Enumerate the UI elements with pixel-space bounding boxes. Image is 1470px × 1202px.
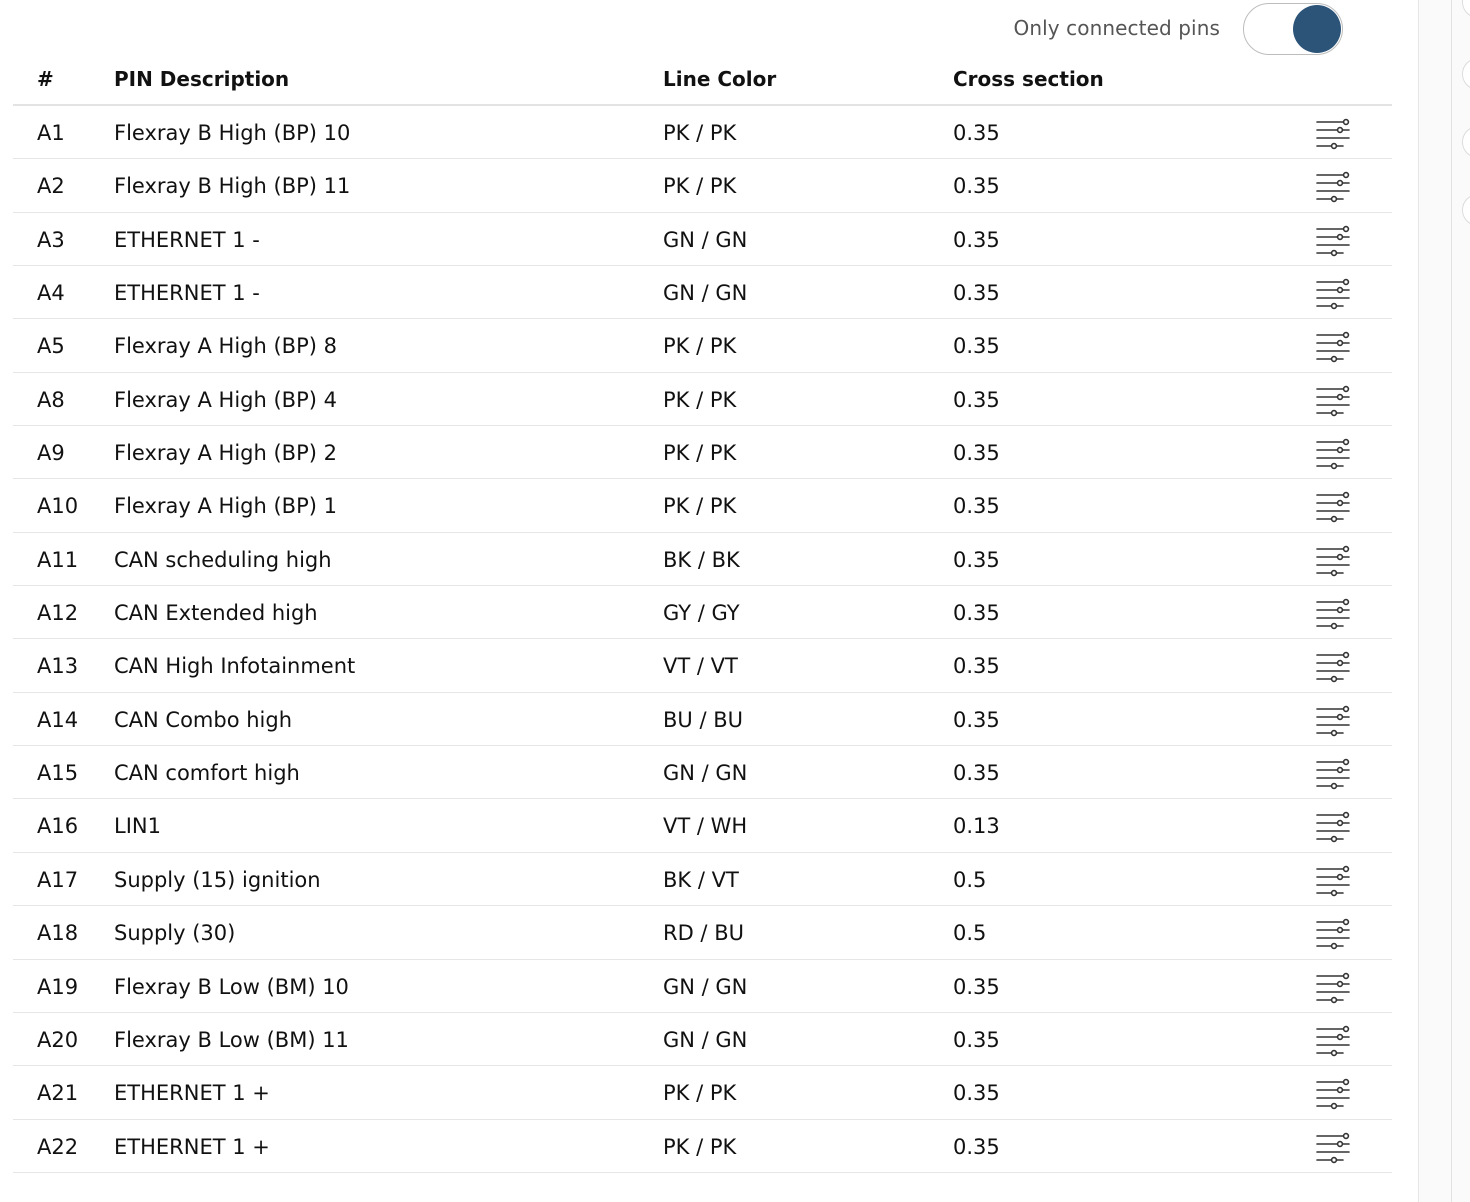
line-color: GY / GY: [663, 601, 740, 626]
pin-number: A21: [37, 1081, 79, 1106]
table-row[interactable]: [13, 319, 1392, 372]
line-color: PK / PK: [663, 494, 737, 519]
pin-description: LIN1: [114, 814, 161, 839]
cross-section: 0.35: [953, 494, 1000, 519]
pin-number: A3: [37, 227, 65, 252]
pin-number: A17: [37, 867, 79, 892]
settings-sliders-icon[interactable]: [1315, 491, 1351, 523]
pin-number: A2: [37, 174, 65, 199]
pin-description: Flexray B Low (BM) 11: [114, 1027, 349, 1052]
line-color: PK / PK: [663, 1134, 737, 1159]
only-connected-pins-toggle[interactable]: [1243, 3, 1343, 55]
pin-description: Flexray A High (BP) 1: [114, 494, 337, 519]
line-color: PK / PK: [663, 121, 737, 145]
cross-section: 0.35: [953, 387, 1000, 412]
cross-section: 0.35: [953, 761, 1000, 786]
cross-section: 0.35: [953, 121, 1000, 145]
header-pin-description: PIN Description: [114, 67, 290, 91]
cross-section: 0.35: [953, 974, 1000, 999]
pin-number: A9: [37, 441, 65, 466]
settings-sliders-icon[interactable]: [1315, 972, 1351, 1004]
line-color: PK / PK: [663, 1081, 737, 1106]
table-row[interactable]: [13, 586, 1392, 639]
pin-description: Flexray B Low (BM) 10: [114, 974, 349, 999]
pin-number: A20: [37, 1027, 79, 1052]
table-row[interactable]: [13, 106, 1392, 159]
settings-sliders-icon[interactable]: [1315, 331, 1351, 363]
settings-sliders-icon[interactable]: [1315, 651, 1351, 683]
settings-sliders-icon[interactable]: [1315, 278, 1351, 310]
line-color: PK / PK: [663, 334, 737, 359]
table-header: [13, 57, 1392, 106]
pin-number: A10: [37, 494, 79, 519]
pin-table: [13, 57, 1392, 1173]
line-color: BK / BK: [663, 547, 740, 572]
pin-number: A13: [37, 654, 79, 679]
cross-section: 0.35: [953, 441, 1000, 466]
side-panel-divider: [1451, 0, 1452, 1202]
cross-section: 0.35: [953, 334, 1000, 359]
line-color: VT / VT: [663, 654, 738, 679]
pin-description: Supply (15) ignition: [114, 867, 321, 892]
right-side-panel: [1418, 0, 1470, 1202]
table-row[interactable]: [13, 1120, 1392, 1173]
cross-section: 0.35: [953, 227, 1000, 252]
table-row[interactable]: [13, 373, 1392, 426]
pin-number: A8: [37, 387, 65, 412]
table-row[interactable]: [13, 1013, 1392, 1066]
settings-sliders-icon[interactable]: [1315, 758, 1351, 790]
line-color: VT / WH: [663, 814, 748, 839]
settings-sliders-icon[interactable]: [1315, 598, 1351, 630]
pin-number: A14: [37, 707, 79, 732]
table-row[interactable]: [13, 266, 1392, 319]
line-color: GN / GN: [663, 227, 748, 252]
cross-section: 0.35: [953, 707, 1000, 732]
pin-description: CAN High Infotainment: [114, 654, 356, 679]
line-color: GN / GN: [663, 974, 748, 999]
pin-description: CAN comfort high: [114, 761, 300, 786]
settings-sliders-icon[interactable]: [1315, 385, 1351, 417]
pin-number: A15: [37, 761, 79, 786]
cross-section: 0.35: [953, 281, 1000, 306]
line-color: GN / GN: [663, 1027, 748, 1052]
settings-sliders-icon[interactable]: [1315, 865, 1351, 897]
settings-sliders-icon[interactable]: [1315, 1078, 1351, 1110]
pin-description: CAN scheduling high: [114, 547, 332, 572]
pin-description: ETHERNET 1 -: [114, 281, 260, 306]
table-row[interactable]: [13, 799, 1392, 852]
line-color: PK / PK: [663, 441, 737, 466]
table-row[interactable]: [13, 159, 1392, 212]
table-row[interactable]: [13, 906, 1392, 959]
table-row[interactable]: [13, 479, 1392, 532]
header-cross-section: Cross section: [953, 67, 1104, 91]
cross-section: 0.35: [953, 1027, 1000, 1052]
line-color: BK / VT: [663, 867, 739, 892]
pin-number: A4: [37, 281, 65, 306]
cross-section: 0.35: [953, 1081, 1000, 1106]
line-color: BU / BU: [663, 707, 743, 732]
pin-description: ETHERNET 1 +: [114, 1081, 270, 1106]
pin-number: A1: [37, 121, 65, 145]
pin-description: ETHERNET 1 +: [114, 1134, 270, 1159]
table-body: [13, 106, 1392, 1173]
cross-section: 0.35: [953, 654, 1000, 679]
pin-description: Flexray B High (BP) 10: [114, 121, 351, 145]
pin-number: A22: [37, 1134, 79, 1159]
cross-section: 0.35: [953, 601, 1000, 626]
line-color: PK / PK: [663, 387, 737, 412]
pin-description: CAN Combo high: [114, 707, 293, 732]
settings-sliders-icon[interactable]: [1315, 171, 1351, 203]
cross-section: 0.13: [953, 814, 1000, 839]
table-row[interactable]: [13, 639, 1392, 692]
settings-sliders-icon[interactable]: [1315, 1025, 1351, 1057]
pin-description: Flexray A High (BP) 8: [114, 334, 337, 359]
pin-number: A12: [37, 601, 79, 626]
line-color: RD / BU: [663, 921, 744, 946]
table-row[interactable]: [13, 960, 1392, 1013]
pin-number: A19: [37, 974, 79, 999]
pin-description: Flexray A High (BP) 2: [114, 441, 337, 466]
toggle-knob: [1293, 5, 1341, 53]
table-row[interactable]: [13, 1066, 1392, 1119]
settings-sliders-icon[interactable]: [1315, 438, 1351, 470]
header-number: #: [37, 67, 54, 91]
table-row[interactable]: [13, 533, 1392, 586]
table-row[interactable]: [13, 693, 1392, 746]
pin-description: Supply (30): [114, 921, 236, 946]
line-color: GN / GN: [663, 761, 748, 786]
pin-description: Flexray B High (BP) 11: [114, 174, 351, 199]
settings-sliders-icon[interactable]: [1315, 811, 1351, 843]
pin-number: A11: [37, 547, 79, 572]
settings-sliders-icon[interactable]: [1315, 1132, 1351, 1164]
table-row[interactable]: [13, 746, 1392, 799]
pin-number: A18: [37, 921, 79, 946]
line-color: PK / PK: [663, 174, 737, 199]
pin-number: A16: [37, 814, 79, 839]
pin-description: CAN Extended high: [114, 601, 318, 626]
settings-sliders-icon[interactable]: [1315, 705, 1351, 737]
settings-sliders-icon[interactable]: [1315, 225, 1351, 257]
table-row[interactable]: [13, 853, 1392, 906]
cross-section: 0.35: [953, 547, 1000, 572]
only-connected-pins-label: Only connected pins: [1013, 16, 1220, 40]
cross-section: 0.5: [953, 921, 987, 946]
table-row[interactable]: [13, 426, 1392, 479]
settings-sliders-icon[interactable]: [1315, 118, 1351, 150]
cross-section: 0.35: [953, 1134, 1000, 1159]
header-line-color: Line Color: [663, 67, 777, 91]
cross-section: 0.5: [953, 867, 987, 892]
pin-number: A5: [37, 334, 65, 359]
line-color: GN / GN: [663, 281, 748, 306]
settings-sliders-icon[interactable]: [1315, 545, 1351, 577]
table-row[interactable]: [13, 213, 1392, 266]
pin-description: ETHERNET 1 -: [114, 227, 260, 252]
filter-bar: [0, 0, 1418, 60]
pin-description: Flexray A High (BP) 4: [114, 387, 337, 412]
settings-sliders-icon[interactable]: [1315, 918, 1351, 950]
cross-section: 0.35: [953, 174, 1000, 199]
